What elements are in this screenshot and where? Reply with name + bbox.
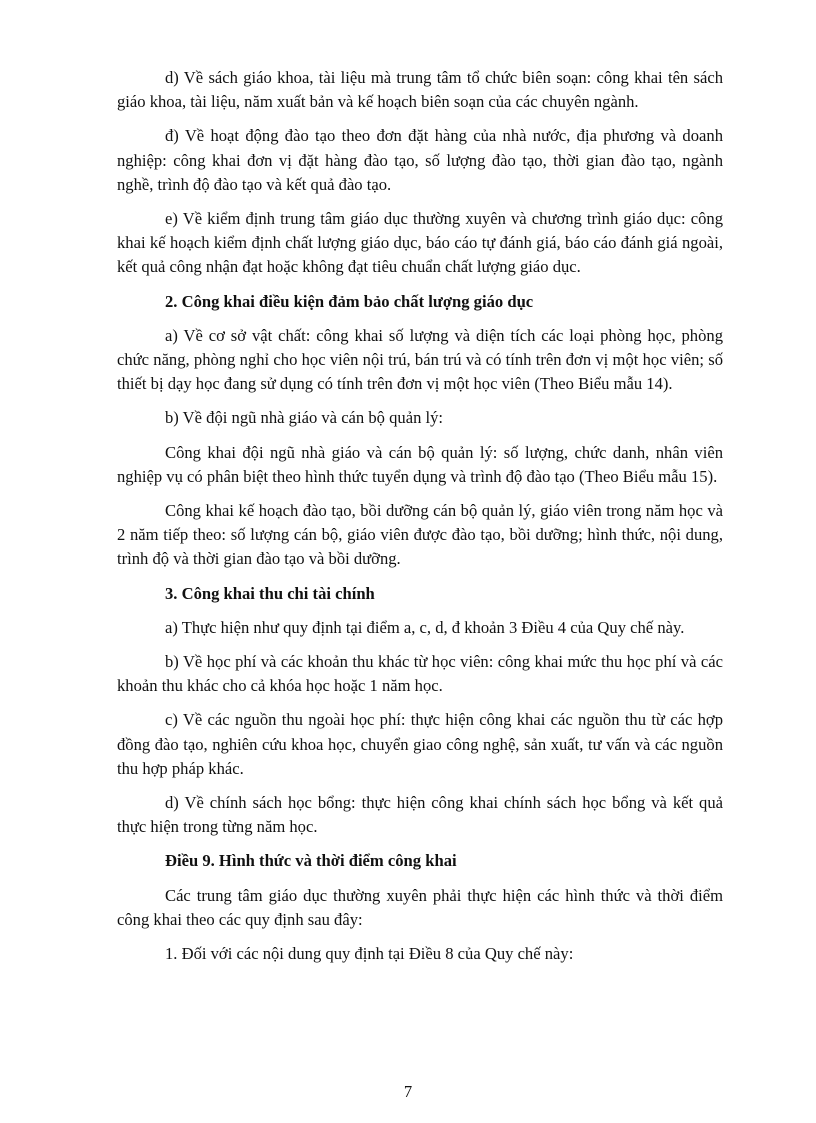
paragraph-b-tuition: b) Về học phí và các khoản thu khác từ học viên: công khai mức thu học phí và các khoản thu khác cho cả khóa học hoặc 1 năm học.	[117, 652, 723, 696]
paragraph-staff-disclosure: Công khai đội ngũ nhà giáo và cán bộ quản lý: số lượng, chức danh, nhân viên nghiệp vụ có phân biệt theo hình thức tuyển dụng và trình độ đào tạo (Theo Biểu mẫu 15).	[117, 442, 723, 486]
section-heading-3: 3. Công khai thu chi tài chính	[165, 583, 375, 603]
paragraph-c-other-revenue: c) Về các nguồn thu ngoài học phí: thực hiện công khai các nguồn thu từ các hợp đồng đào tạo, nghiên cứu khoa học, chuyển giao công nghệ, sản xuất, tư vấn và các nguồn thu hợp pháp khác.	[117, 710, 723, 778]
paragraph-e-accreditation: e) Về kiểm định trung tâm giáo dục thường xuyên và chương trình giáo dục: công khai kế hoạch kiểm định chất lượng giáo dục, báo cáo tự đánh giá, báo cáo đánh giá ngoài, kết quả công nhận đạt hoặc không đạt tiêu chuẩn chất lượng giáo dục.	[117, 209, 723, 277]
paragraph-d-scholarships: d) Về chính sách học bổng: thực hiện công khai chính sách học bổng và kết quả thực hiện trong từng năm học.	[117, 793, 723, 837]
paragraph-article-9-item-1: 1. Đối với các nội dung quy định tại Điều 8 của Quy chế này:	[165, 944, 574, 964]
paragraph-article-9-intro: Các trung tâm giáo dục thường xuyên phải thực hiện các hình thức và thời điểm công khai theo các quy định sau đây:	[117, 885, 723, 929]
paragraph-training-plan: Công khai kế hoạch đào tạo, bồi dưỡng cán bộ quản lý, giáo viên trong năm học và 2 năm tiếp theo: số lượng cán bộ, giáo viên được đào tạo, bồi dưỡng; hình thức, nội dung, trình độ và thời gian đào tạo và bồi dưỡng.	[117, 501, 723, 569]
paragraph-d-textbooks: d) Về sách giáo khoa, tài liệu mà trung tâm tổ chức biên soạn: công khai tên sách giáo khoa, tài liệu, năm xuất bản và kế hoạch biên soạn của các chuyên ngành.	[117, 68, 723, 112]
article-9-heading: Điều 9. Hình thức và thời điểm công khai	[165, 851, 457, 871]
document-body	[117, 66, 723, 976]
paragraph-a-facilities: a) Về cơ sở vật chất: công khai số lượng và diện tích các loại phòng học, phòng chức năng, phòng nghỉ cho học viên nội trú, bán trú và có tính trên đơn vị một học viên; số thiết bị dạy học đang sử dụng có tính trên đơn vị một học viên (Theo Biểu mẫu 14).	[117, 325, 723, 394]
section-heading-2: 2. Công khai điều kiện đảm bảo chất lượng giáo dục	[165, 291, 534, 311]
paragraph-b-staff: b) Về đội ngũ nhà giáo và cán bộ quản lý:	[165, 408, 444, 428]
paragraph-dd-training-orders: đ) Về hoạt động đào tạo theo đơn đặt hàng của nhà nước, địa phương và doanh nghiệp: công khai đơn vị đặt hàng đào tạo, số lượng đào tạo, thời gian đào tạo, ngành nghề, trình độ đào tạo và kết quả đào tạo.	[117, 126, 723, 194]
page-number: 7	[403, 1082, 413, 1101]
paragraph-a-regulation: a) Thực hiện như quy định tại điểm a, c, d, đ khoản 3 Điều 4 của Quy chế này.	[165, 617, 685, 637]
